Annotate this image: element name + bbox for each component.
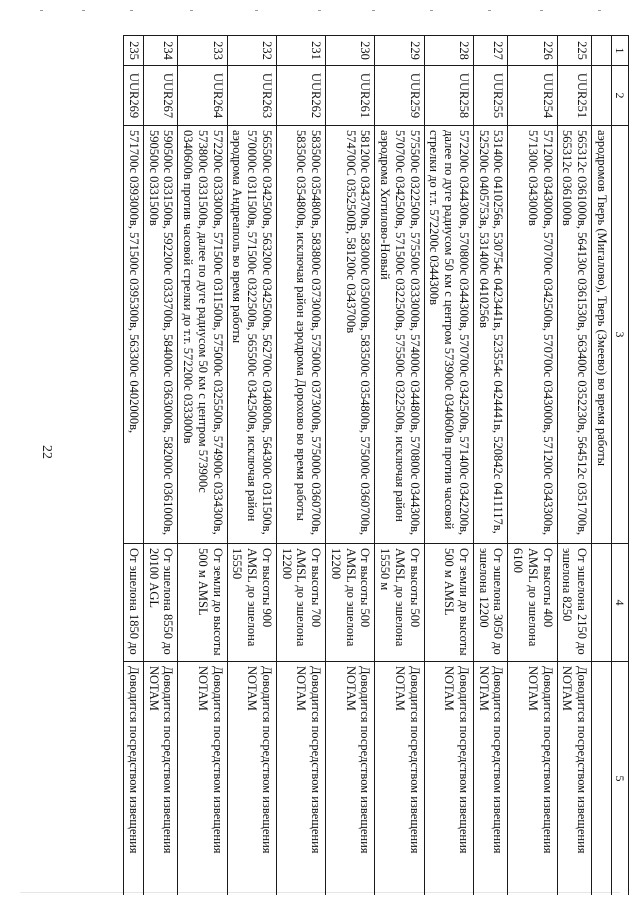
altitude-limits: От высоты 900 AMSL до эшелона 15550 — [227, 544, 276, 662]
zone-code: UUR264 — [178, 66, 227, 126]
header-row — [611, 36, 628, 896]
activation-notes: Доводится посредством извещения NOTAM — [557, 662, 592, 896]
altitude-limits: От высоты 400 AMSL до эшелона 6100 — [508, 544, 557, 662]
row-number: 229 — [375, 36, 424, 66]
row-number: 231 — [276, 36, 325, 66]
zone-code: UUR269 — [124, 66, 144, 126]
header-col-5: 5 — [611, 662, 628, 896]
page-number: 22 — [39, 445, 54, 459]
activation-notes: Доводится посредством извещения NOTAM — [375, 662, 424, 896]
table-row — [178, 36, 227, 896]
activation-notes: Доводится посредством извещения NOTAM — [508, 662, 557, 896]
row-number: 226 — [508, 36, 557, 66]
table-row — [424, 36, 473, 896]
table-row — [473, 36, 508, 896]
zone-code: UUR267 — [143, 66, 178, 126]
activation-notes: Доводится посредством извещения NOTAM — [178, 662, 227, 896]
zone-coordinates: 581200с 0343700в, 583000с 0350000в, 583500с 0354800в, 575000с 0360700в, 574700С 0352500В, 581200с 0343700в — [326, 126, 375, 544]
row-number: 227 — [473, 36, 508, 66]
zone-coordinates: 575500с 0322500в, 575500с 0333000в, 574000с 0344800в, 570800с 0344300в, 570700с 0342500в, 571500с 0322500в, 575500с 0322500в, исключая район аэродрома Хотилово-Новый — [375, 126, 424, 544]
zone-coordinates: 572200с 0344300в, 570800с 0344300в, 570700с 0342500в, 571400с 0342200в, далее по дуге радиусом 50 км с центром 573900с 0340600в против часовой стрелки до т.т. 572200с 0344300в — [424, 126, 473, 544]
zone-code: UUR251 — [557, 66, 592, 126]
row-number: 233 — [178, 36, 227, 66]
table-header — [611, 36, 628, 896]
zone-coordinates: 565312с 0361000в, 564130с 0361530в, 563400с 0352230в, 564512с 0351700в, 565312с 0361000в — [557, 126, 592, 544]
header-col-1: 1 — [611, 36, 628, 66]
altitude-limits: От эшелона 8550 до 20100 AGL — [143, 544, 178, 662]
header-col-4: 4 — [611, 544, 628, 662]
row-number: 235 — [124, 36, 144, 66]
altitude-limits: От земли до высоты 500 м AMSL — [424, 544, 473, 662]
altitude-limits: От высоты 500 AMSL до эшелона 15550 м — [375, 544, 424, 662]
activation-notes: Доводится посредством извещения NOTAM — [473, 662, 508, 896]
altitude-limits: От высоты 500 AMSL до эшелона 12200 — [326, 544, 375, 662]
rotated-table-container — [87, 35, 629, 895]
table-row — [557, 36, 592, 896]
table-row — [143, 36, 178, 896]
airspace-table — [123, 35, 629, 895]
row-number: 225 — [557, 36, 592, 66]
zone-coordinates: 572200с 0333000в, 571500с 0311500в, 575000с 0325500в, 574900с 0334300в, 573800с 0331500в, далее по дуге радиусом 50 км с центром 573900с 0340600в против часовой стрелки до т.т. 572200с 0333000в — [178, 126, 227, 544]
header-col-2: 2 — [611, 66, 628, 126]
activation-notes: Доводится посредством извещения NOTAM — [424, 662, 473, 896]
continuation-text: аэродромов Тверь (Мигалово), Тверь (Змеево) во время работы — [592, 126, 612, 544]
altitude-limits: От эшелона 1850 до — [124, 544, 144, 662]
continuation-row — [592, 36, 612, 896]
activation-notes: Доводится посредством извещения NOTAM — [227, 662, 276, 896]
row-number: 228 — [424, 36, 473, 66]
row-number: 234 — [143, 36, 178, 66]
table-body — [124, 36, 612, 896]
zone-code: UUR254 — [508, 66, 557, 126]
table-viewport — [87, 35, 629, 895]
row-number: 230 — [326, 36, 375, 66]
altitude-limits: От высоты 700 AMSL до эшелона 12200 — [276, 544, 325, 662]
zone-code: UUR261 — [326, 66, 375, 126]
row-number: 232 — [227, 36, 276, 66]
zone-coordinates: 571700с 0393000в, 571500с 0395300в, 563300с 0402000в, — [124, 126, 144, 544]
altitude-limits: От эшелона 2150 до эшелона 8250 — [557, 544, 592, 662]
zone-code: UUR255 — [473, 66, 508, 126]
activation-notes: Доводится посредством извещения — [124, 662, 144, 896]
zone-code: UUR263 — [227, 66, 276, 126]
activation-notes: Доводится посредством извещения NOTAM — [276, 662, 325, 896]
activation-notes: Доводится посредством извещения NOTAM — [143, 662, 178, 896]
scan-artifacts — [0, 0, 640, 20]
altitude-limits: От эшелона 3050 до эшелона 12200 — [473, 544, 508, 662]
zone-code: UUR259 — [375, 66, 424, 126]
zone-code: UUR262 — [276, 66, 325, 126]
altitude-limits: От земли до высоты 500 м AMSL — [178, 544, 227, 662]
table-row — [326, 36, 375, 896]
activation-notes: Доводится посредством извещения NOTAM — [326, 662, 375, 896]
zone-coordinates: 565500с 0342500в, 563200с 0342500в, 562700с 0340800в, 564300с 0311500в, 570000с 0311500в, 571500с 0322500в, 565500с 0342500в, исключая район аэродрома Андреаполь во время работы — [227, 126, 276, 544]
zone-coordinates: 531400с 0410256в, 530754с 0423441в, 523554с 0424441в, 520842с 0411117в, 525200с 0405753в, 531400с 0410256в — [473, 126, 508, 544]
table-row — [227, 36, 276, 896]
zone-coordinates: 583500с 0354800в, 583800с 0373000в, 575000с 0373000в, 575000с 0360700в, 583500с 0354800в, исключая район аэродрома Дорохово во время работы — [276, 126, 325, 544]
table-row — [375, 36, 424, 896]
header-col-3: 3 — [611, 126, 628, 544]
table-row — [124, 36, 144, 896]
zone-coordinates: 571200с 0343000в, 570700с 0342500в, 570700с 0343000в, 571200с 0343300в, 571300с 0343000в — [508, 126, 557, 544]
zone-coordinates: 590500с 0331500в, 592200с 0333700в, 584000с 0363000в, 582000с 0361000в, 590500с 0331500в — [143, 126, 178, 544]
zone-code: UUR258 — [424, 66, 473, 126]
table-row — [508, 36, 557, 896]
table-row — [276, 36, 325, 896]
